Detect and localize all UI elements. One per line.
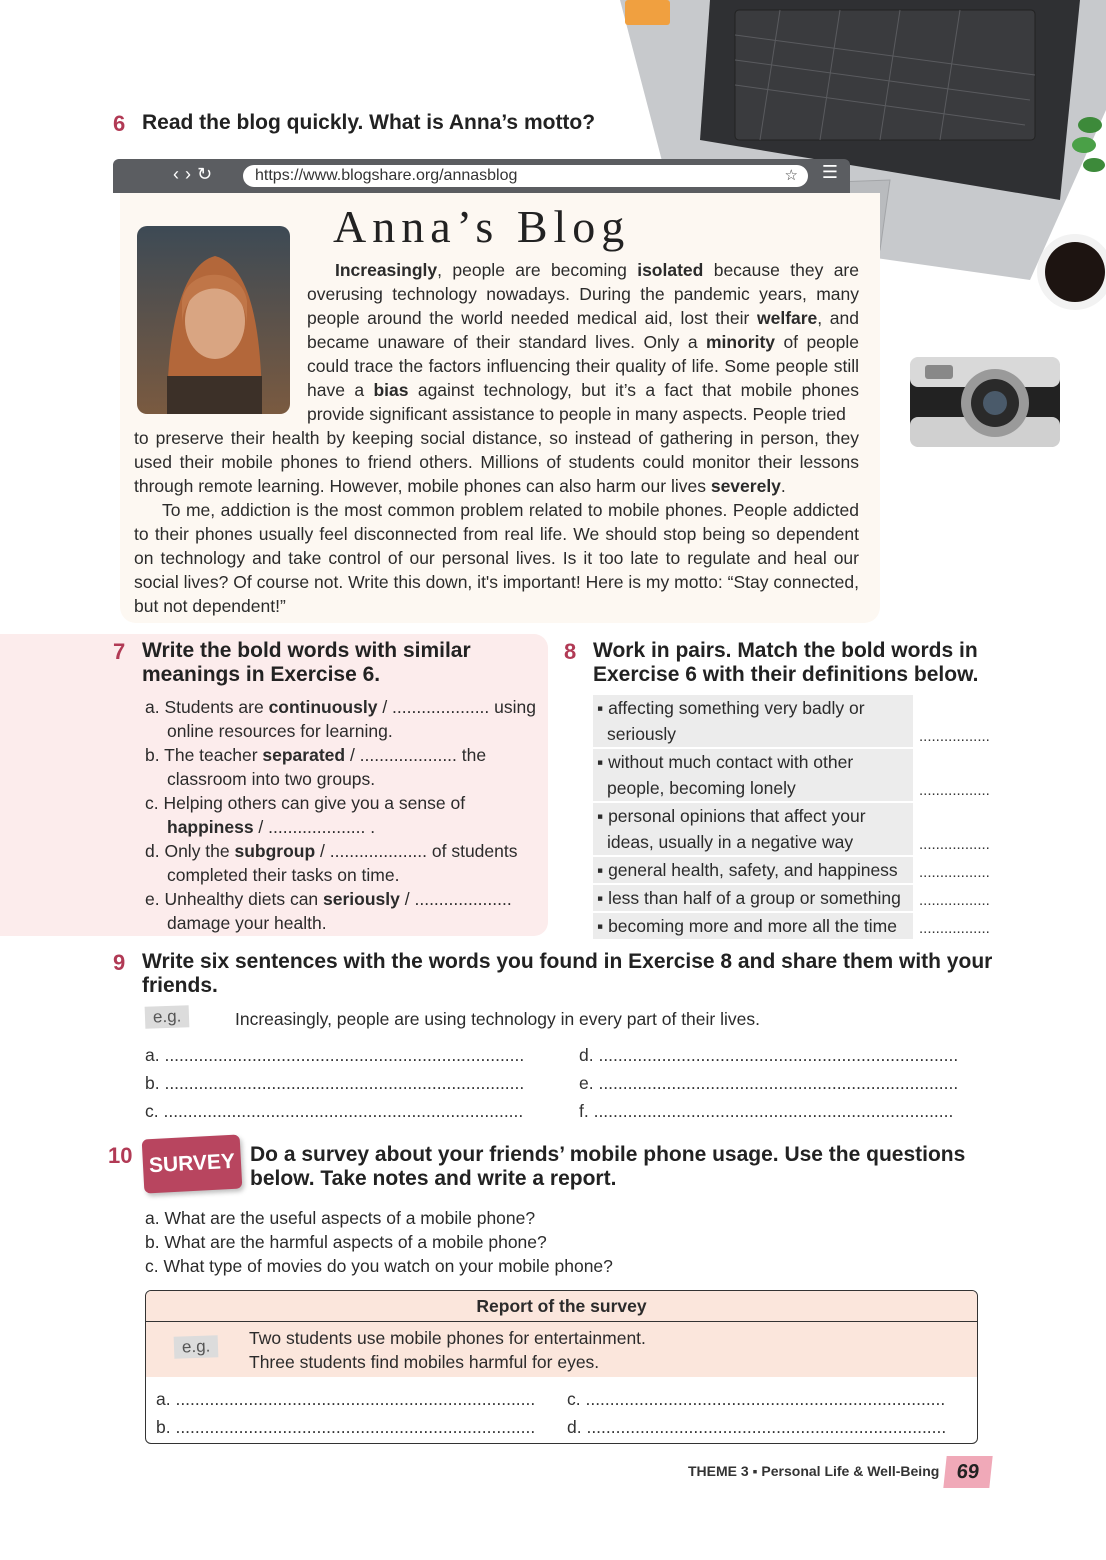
answer-blank[interactable]: ................. [919, 920, 990, 937]
browser-nav-icons: ‹›↻ [173, 164, 219, 184]
blog-paragraph-2: To me, addiction is the most common problem related to mobile phones. People addicted to their phones usually feel disconnected from real life. We should stop being so dependent on technology and take control of our personal lives. Is it too late to regulate and heal our social lives? Of course not. Write this down, it's important! Here is my motto: “Stay connected, but not dependent!” [134, 500, 859, 616]
plant-image [1070, 105, 1106, 185]
report-example [146, 1322, 977, 1377]
report-example-line: Two students use mobile phones for entertainment. [249, 1328, 646, 1348]
text-run: / .................... of students completed their tasks on time. [167, 841, 518, 885]
exercise-8-number: 8 [564, 639, 577, 664]
text-run: d. Only the [145, 841, 235, 861]
report-lines-left [156, 1385, 535, 1441]
example-tag [145, 1006, 189, 1028]
exercise-7-item [145, 695, 545, 743]
exercise-6-number: 6 [113, 111, 126, 136]
text-run: because they are overusing technology nowadays. During the pandemic years, many people around the world needed medical aid, lost their [307, 260, 859, 328]
anna-photo [137, 226, 290, 414]
bold-word: subgroup [234, 841, 316, 861]
exercise-7-item [145, 887, 545, 935]
definitions-list [593, 695, 1005, 941]
answer-line[interactable]: c. .......................................................................... [145, 1101, 524, 1121]
text-run: c. Helping others can give you a sense of [145, 793, 466, 813]
report-lines-right [567, 1385, 946, 1441]
definition-line: ▪ affecting something very badly or [597, 698, 865, 718]
text-run: / .................... the classroom into two groups. [167, 745, 487, 789]
blog-paragraph-1-continued [134, 426, 859, 498]
report-title: Report of the survey [146, 1291, 977, 1322]
bold-word: minority [705, 332, 776, 352]
menu-icon: ☰ [821, 162, 838, 182]
definition-line: ▪ personal opinions that affect your [597, 806, 866, 826]
definition-line-cont: seriously [607, 724, 677, 744]
survey-question: b. What are the harmful aspects of a mobile phone? [145, 1232, 547, 1252]
bold-word: Increasingly [335, 260, 438, 280]
browser-bar [113, 159, 850, 193]
answer-blank[interactable]: ................. [919, 864, 990, 881]
exercise-7-title: Write the bold words with similar meanings in Exercise 6. [142, 639, 471, 686]
definition-row [593, 885, 1005, 911]
definition-line: ▪ general health, safety, and happiness [597, 860, 898, 880]
url-field [243, 165, 808, 187]
survey-questions [145, 1206, 613, 1278]
exercise-10-title: Do a survey about your friends’ mobile phone usage. Use the questions below. Take notes and write a report. [250, 1143, 966, 1190]
coffee-cup-image [1035, 230, 1106, 320]
bold-word: separated [262, 745, 346, 765]
definition-row [593, 857, 1005, 883]
exercise-7-number: 7 [113, 639, 126, 664]
blog-paragraph-1 [307, 258, 859, 426]
answer-line[interactable]: f. .......................................................................... [579, 1101, 954, 1121]
exercise-9-number: 9 [113, 950, 126, 975]
survey-question: a. What are the useful aspects of a mobile phone? [145, 1208, 536, 1228]
answer-blank[interactable]: ................. [919, 728, 990, 745]
survey-tag: SURVEY [142, 1134, 243, 1193]
answer-blank[interactable]: ................. [919, 836, 990, 853]
bold-word: isolated [637, 260, 704, 280]
exercise-7-item [145, 839, 545, 887]
definition-line-cont: ideas, usually in a negative way [607, 832, 854, 852]
bold-word: happiness [167, 817, 254, 837]
answer-line[interactable]: a. .......................................................................... [156, 1389, 536, 1409]
text-run: to preserve their health by keeping social distance, so instead of gathering in person, they used their mobile phones to friend others. Millions of students could monitor their lessons through remote learning. However, mobile phones can also harm our lives [134, 428, 859, 496]
answer-line[interactable]: b. .......................................................................... [156, 1417, 536, 1437]
text-run: , and became unaware of their standard lives. Only a [307, 308, 859, 352]
answer-line[interactable]: e. .......................................................................... [579, 1073, 959, 1093]
text-run: a. Students are [145, 697, 269, 717]
url-text: https://www.blogshare.org/annasblog [255, 167, 518, 184]
text-run: / .................... . [253, 817, 376, 837]
report-example-text [249, 1326, 646, 1374]
page-number: 69 [943, 1456, 992, 1488]
text-run: against technology, but it’s a fact that mobile phones provide significant assistance to people in many aspects. People tried [307, 380, 859, 424]
answer-blank[interactable]: ................. [919, 892, 990, 909]
star-icon: ☆ [784, 167, 798, 184]
text-run: / .................... using online resources for learning. [167, 697, 536, 741]
exercise-7-list [145, 695, 545, 935]
answer-line[interactable]: d. .......................................................................... [567, 1417, 947, 1437]
definition-row [593, 913, 1005, 939]
example-sentence: Increasingly, people are using technology in every part of their lives. [235, 1009, 760, 1029]
definition-row [593, 749, 1005, 801]
answer-line[interactable]: d. .......................................................................... [579, 1045, 959, 1065]
report-example-line: Three students find mobiles harmful for eyes. [249, 1352, 600, 1372]
definition-line: ▪ becoming more and more all the time [597, 916, 897, 936]
exercise-10-number: 10 [108, 1143, 133, 1168]
text-run: of people could trace the factors influencing their quality of life. Some people still have a [307, 332, 859, 400]
answer-line[interactable]: b. .......................................................................... [145, 1073, 525, 1093]
report-table [145, 1290, 978, 1444]
answer-lines-right [579, 1041, 958, 1125]
camera-image [905, 345, 1065, 455]
example-label: e.g. [174, 1335, 219, 1359]
answer-blank[interactable]: ................. [919, 782, 990, 799]
definition-line-cont: people, becoming lonely [607, 778, 796, 798]
bold-word: bias [373, 380, 409, 400]
definition-row [593, 695, 1005, 747]
bold-word: seriously [323, 889, 400, 909]
text-run: e. Unhealthy diets can [145, 889, 324, 909]
exercise-7-item [145, 743, 545, 791]
exercise-8-title: Work in pairs. Match the bold words in Exercise 6 with their definitions below. [593, 639, 979, 686]
answer-line[interactable]: c. .......................................................................... [567, 1389, 946, 1409]
theme-footer: THEME 3 ▪ Personal Life & Well-Being [688, 1463, 940, 1479]
answer-line[interactable]: a. .......................................................................... [145, 1045, 525, 1065]
definition-row [593, 803, 1005, 855]
example-label: e.g. [145, 1005, 190, 1029]
bold-word: severely [710, 476, 781, 496]
exercise-9-title: Write six sentences with the words you found in Exercise 8 and share them with your friends. [142, 950, 993, 997]
blog-title: Anna’s Blog [333, 201, 631, 252]
text-run: b. The teacher [145, 745, 263, 765]
answer-lines-left [145, 1041, 524, 1125]
text-run: , people are becoming [437, 260, 638, 280]
exercise-7-item [145, 791, 545, 839]
bold-word: continuously [268, 697, 378, 717]
survey-question: c. What type of movies do you watch on your mobile phone? [145, 1256, 613, 1276]
text-run: . [780, 476, 786, 496]
text-run: / .................... damage your health. [167, 889, 512, 933]
exercise-6-title: Read the blog quickly. What is Anna’s motto? [142, 111, 596, 134]
definition-line: ▪ without much contact with other [597, 752, 854, 772]
definition-line: ▪ less than half of a group or something [597, 888, 901, 908]
bold-word: welfare [756, 308, 818, 328]
